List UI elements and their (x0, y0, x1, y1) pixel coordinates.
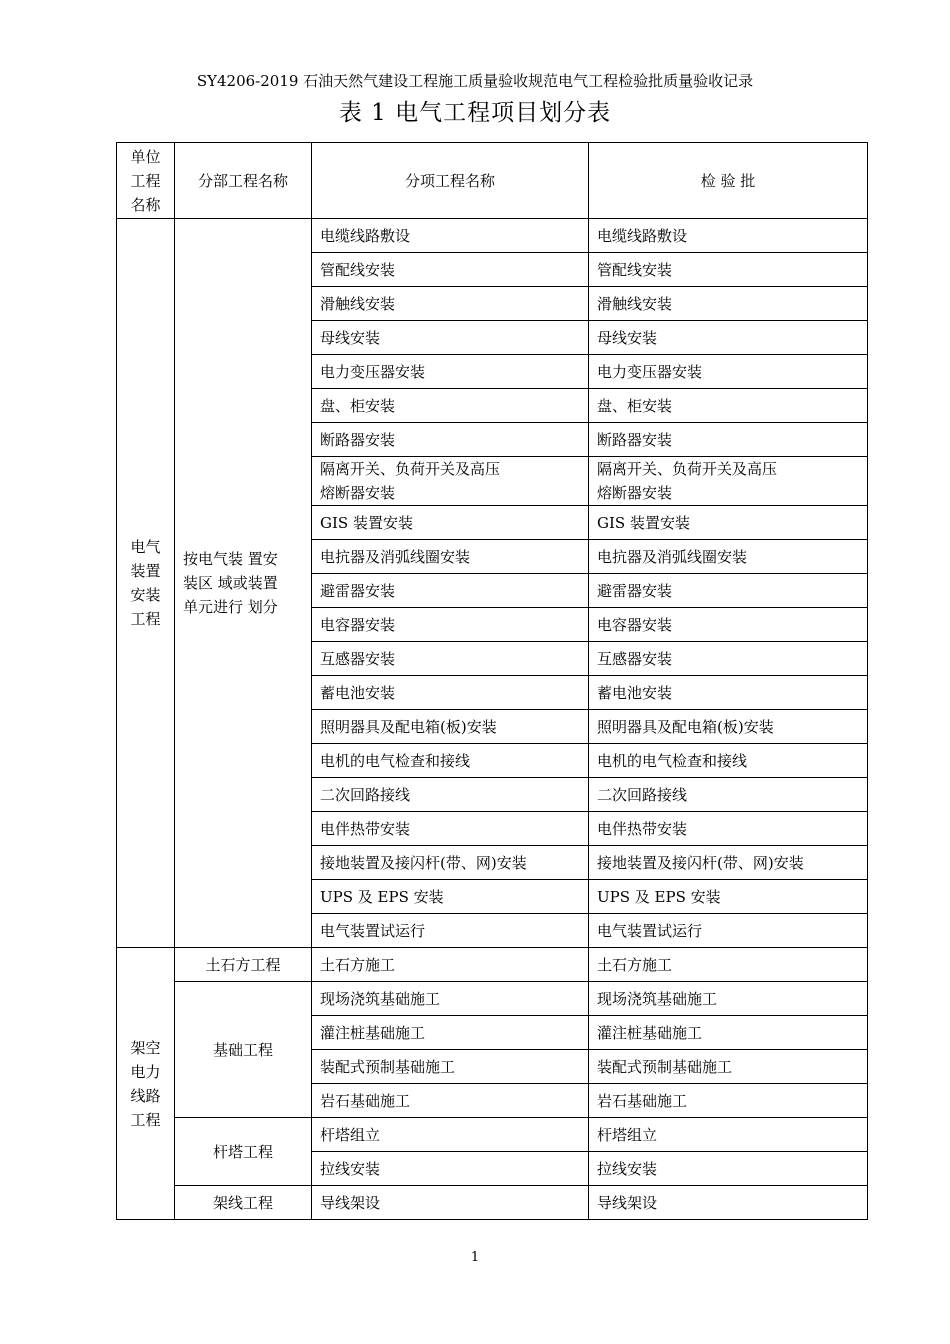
batch-cell: 滑触线安装 (589, 287, 868, 321)
subitem-cell: GIS 装置安装 (312, 506, 589, 540)
division-name-cell: 基础工程 (175, 982, 312, 1118)
batch-cell: 照明器具及配电箱(板)安装 (589, 710, 868, 744)
subitem-cell: 现场浇筑基础施工 (312, 982, 589, 1016)
subitem-cell: 滑触线安装 (312, 287, 589, 321)
batch-cell: 隔离开关、负荷开关及高压 熔断器安装 (589, 457, 868, 506)
table-row (117, 1118, 868, 1152)
batch-cell: 电伴热带安装 (589, 812, 868, 846)
batch-cell: 灌注桩基础施工 (589, 1016, 868, 1050)
subitem-cell: 管配线安装 (312, 253, 589, 287)
subitem-cell: 拉线安装 (312, 1152, 589, 1186)
subitem-cell: 岩石基础施工 (312, 1084, 589, 1118)
batch-cell: 管配线安装 (589, 253, 868, 287)
unit-name-cell: 电气 装置 安装 工程 (117, 219, 175, 948)
table-header-row (117, 143, 868, 219)
batch-cell: 蓄电池安装 (589, 676, 868, 710)
subitem-cell: 盘、柜安装 (312, 389, 589, 423)
subitem-cell: 电伴热带安装 (312, 812, 589, 846)
subitem-cell: 杆塔组立 (312, 1118, 589, 1152)
subitem-cell: 装配式预制基础施工 (312, 1050, 589, 1084)
batch-cell: 电气装置试运行 (589, 914, 868, 948)
table-row (117, 219, 868, 253)
batch-cell: 互感器安装 (589, 642, 868, 676)
page-title: 表 1 电气工程项目划分表 (338, 100, 612, 126)
batch-cell: 母线安装 (589, 321, 868, 355)
batch-cell: 电抗器及消弧线圈安装 (589, 540, 868, 574)
subitem-cell: 电气装置试运行 (312, 914, 589, 948)
subitem-cell: 土石方施工 (312, 948, 589, 982)
division-name-cell: 架线工程 (175, 1186, 312, 1220)
page-number: 1 (470, 1250, 480, 1265)
column-header-subitem: 分项工程名称 (312, 143, 589, 219)
batch-cell: 断路器安装 (589, 423, 868, 457)
batch-cell: 土石方施工 (589, 948, 868, 982)
subitem-cell: 电力变压器安装 (312, 355, 589, 389)
division-name-cell: 土石方工程 (175, 948, 312, 982)
subitem-cell: UPS 及 EPS 安装 (312, 880, 589, 914)
subitem-cell: 二次回路接线 (312, 778, 589, 812)
division-name-cell: 杆塔工程 (175, 1118, 312, 1186)
table-row (117, 948, 868, 982)
batch-cell: 盘、柜安装 (589, 389, 868, 423)
batch-cell: 电缆线路敷设 (589, 219, 868, 253)
batch-cell: 现场浇筑基础施工 (589, 982, 868, 1016)
subitem-cell: 互感器安装 (312, 642, 589, 676)
batch-cell: UPS 及 EPS 安装 (589, 880, 868, 914)
batch-cell: 接地装置及接闪杆(带、网)安装 (589, 846, 868, 880)
batch-cell: 二次回路接线 (589, 778, 868, 812)
subitem-cell: 母线安装 (312, 321, 589, 355)
subitem-cell: 电缆线路敷设 (312, 219, 589, 253)
table-row (117, 982, 868, 1016)
batch-cell: 装配式预制基础施工 (589, 1050, 868, 1084)
batch-cell: GIS 装置安装 (589, 506, 868, 540)
batch-cell: 杆塔组立 (589, 1118, 868, 1152)
table-row (117, 1186, 868, 1220)
batch-cell: 避雷器安装 (589, 574, 868, 608)
subitem-cell: 接地装置及接闪杆(带、网)安装 (312, 846, 589, 880)
subitem-cell: 灌注桩基础施工 (312, 1016, 589, 1050)
batch-cell: 电容器安装 (589, 608, 868, 642)
subitem-cell: 断路器安装 (312, 423, 589, 457)
subitem-cell: 电机的电气检查和接线 (312, 744, 589, 778)
unit-name-cell: 架空 电力 线路 工程 (117, 948, 175, 1220)
standard-header-line: SY4206-2019 石油天然气建设工程施工质量验收规范电气工程检验批质量验收记录 (196, 72, 754, 90)
subitem-cell: 导线架设 (312, 1186, 589, 1220)
subitem-cell: 隔离开关、负荷开关及高压 熔断器安装 (312, 457, 589, 506)
project-division-table (116, 142, 868, 1220)
batch-cell: 电机的电气检查和接线 (589, 744, 868, 778)
batch-cell: 导线架设 (589, 1186, 868, 1220)
division-name-cell: 按电气装 置安 装区 域或装置 单元进行 划分 (175, 219, 312, 948)
column-header-unit: 单位 工程 名称 (117, 143, 175, 219)
batch-cell: 拉线安装 (589, 1152, 868, 1186)
subitem-cell: 避雷器安装 (312, 574, 589, 608)
column-header-division: 分部工程名称 (175, 143, 312, 219)
subitem-cell: 蓄电池安装 (312, 676, 589, 710)
column-header-batch: 检 验 批 (589, 143, 868, 219)
subitem-cell: 照明器具及配电箱(板)安装 (312, 710, 589, 744)
batch-cell: 电力变压器安装 (589, 355, 868, 389)
subitem-cell: 电容器安装 (312, 608, 589, 642)
subitem-cell: 电抗器及消弧线圈安装 (312, 540, 589, 574)
batch-cell: 岩石基础施工 (589, 1084, 868, 1118)
